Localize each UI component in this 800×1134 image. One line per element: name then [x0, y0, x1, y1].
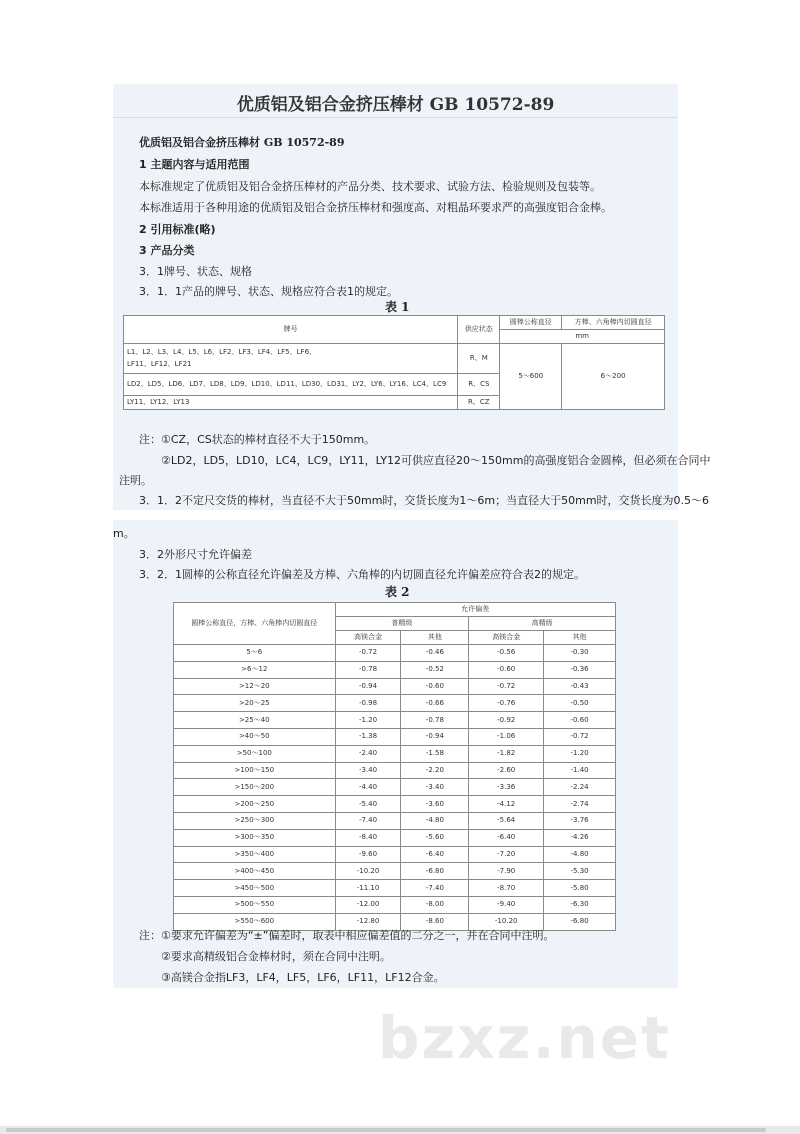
- table2-cell-value: -1.82: [469, 745, 544, 762]
- table1-header-state: 供应状态: [458, 316, 500, 344]
- table2-cell-dimension: >150～200: [174, 779, 336, 796]
- table2-cell-value: -8.00: [401, 896, 469, 913]
- table2-cell-dimension: >450～500: [174, 880, 336, 897]
- table1-header-round: 圆棒公称直径: [500, 316, 562, 330]
- table2-cell-dimension: 5～6: [174, 645, 336, 662]
- table2-cell-value: -5.40: [335, 796, 401, 813]
- table-row: [174, 880, 616, 897]
- horizontal-scrollbar[interactable]: [0, 1126, 800, 1134]
- table2-cell-value: -3.36: [469, 779, 544, 796]
- table2-cell-value: -9.60: [335, 846, 401, 863]
- table2-cell-value: -11.10: [335, 880, 401, 897]
- table2-cell-dimension: >200～250: [174, 796, 336, 813]
- table2-cell-value: -0.52: [401, 661, 469, 678]
- paragraph-scope-2: 本标准适用于各种用途的优质铝及铝合金挤压棒材和强度高、对粗晶环要求严的高强度铝合金棒。: [139, 201, 612, 214]
- table2-cell-value: -4.80: [401, 812, 469, 829]
- table2-cell-value: -6.30: [544, 896, 616, 913]
- table2-cell-value: -0.36: [544, 661, 616, 678]
- table2-header-other-normal: 其他: [401, 631, 469, 645]
- table-row: [174, 779, 616, 796]
- document-section-2: [113, 520, 678, 988]
- table2-cell-value: -4.12: [469, 796, 544, 813]
- subsection-3-1: 3．1牌号、状态、规格: [139, 265, 252, 278]
- table2-header-mg-high: 高镁合金: [469, 631, 544, 645]
- table-row: [174, 829, 616, 846]
- table2-cell-dimension: >350～400: [174, 846, 336, 863]
- table2-cell-value: -8.40: [335, 829, 401, 846]
- table2-cell-value: -2.40: [335, 745, 401, 762]
- table1-header-unit: mm: [500, 330, 665, 344]
- table2-cell-value: -1.58: [401, 745, 469, 762]
- table2-cell-value: -1.20: [544, 745, 616, 762]
- table-row: [174, 712, 616, 729]
- table2-header-other-high: 其他: [544, 631, 616, 645]
- scrollbar-thumb[interactable]: [6, 1128, 766, 1132]
- table2-cell-value: -8.70: [469, 880, 544, 897]
- table2-cell-value: -3.60: [401, 796, 469, 813]
- table2-cell-value: -5.60: [401, 829, 469, 846]
- table2-cell-value: -3.40: [401, 779, 469, 796]
- paragraph-scope-1: 本标准规定了优质铝及铝合金挤压棒材的产品分类、技术要求、试验方法、检验规则及包装等。: [139, 180, 601, 193]
- table1-note-2-cont: 注明。: [119, 474, 152, 487]
- table2-cell-value: -7.40: [335, 812, 401, 829]
- table2-cell-value: -0.30: [544, 645, 616, 662]
- table2-cell-value: -5.80: [544, 880, 616, 897]
- table2-cell-value: -0.76: [469, 695, 544, 712]
- table1: [123, 315, 665, 410]
- table-row: [174, 896, 616, 913]
- table2-cell-dimension: >6～12: [174, 661, 336, 678]
- table2-cell-value: -0.72: [469, 678, 544, 695]
- subsection-3-2: 3．2外形尺寸允许偏差: [139, 548, 252, 561]
- table2-cell-value: -2.24: [544, 779, 616, 796]
- table2-cell-dimension: >400～450: [174, 863, 336, 880]
- table2-cell-value: -0.72: [335, 645, 401, 662]
- table2-cell-value: -0.72: [544, 728, 616, 745]
- table2-header-high: 高精级: [469, 617, 616, 631]
- table-row: [174, 846, 616, 863]
- table2-cell-value: -0.46: [401, 645, 469, 662]
- table2-cell-value: -2.74: [544, 796, 616, 813]
- table2-cell-value: -0.56: [469, 645, 544, 662]
- table2-cell-value: -12.00: [335, 896, 401, 913]
- table2-cell-dimension: >12～20: [174, 678, 336, 695]
- table2-cell-value: -1.40: [544, 762, 616, 779]
- table2-cell-value: -0.66: [401, 695, 469, 712]
- table2-cell-dimension: >40～50: [174, 728, 336, 745]
- table2-cell-dimension: >300～350: [174, 829, 336, 846]
- table1-header-grade: 牌号: [124, 316, 458, 344]
- table2-cell-dimension: >50～100: [174, 745, 336, 762]
- section-heading-2: 2 引用标准(略): [139, 223, 216, 236]
- paragraph-continuation: m。: [113, 527, 135, 540]
- subsection-3-1-1: 3．1．1产品的牌号、状态、规格应符合表1的规定。: [139, 285, 398, 298]
- table2-cell-value: -4.80: [544, 846, 616, 863]
- table2-cell-value: -9.40: [469, 896, 544, 913]
- table2-cell-value: -0.92: [469, 712, 544, 729]
- table2-cell-value: -2.20: [401, 762, 469, 779]
- table-row: [174, 812, 616, 829]
- table1-note-1: 注：①CZ，CS状态的棒材直径不大于150mm。: [139, 433, 376, 446]
- table2-cell-value: -0.60: [469, 661, 544, 678]
- table2-cell-value: -6.80: [544, 913, 616, 930]
- table1-caption: 表 1: [385, 300, 410, 314]
- table-row: [174, 762, 616, 779]
- table2-cell-value: -0.98: [335, 695, 401, 712]
- table2-header-tolerance: 允许偏差: [335, 603, 615, 617]
- table2-cell-value: -0.94: [401, 728, 469, 745]
- table2-cell-value: -0.50: [544, 695, 616, 712]
- standard-subtitle: 优质铝及铝合金挤压棒材 GB 10572-89: [139, 136, 345, 149]
- table-row: [174, 796, 616, 813]
- table2-cell-value: -4.40: [335, 779, 401, 796]
- table-row: [174, 863, 616, 880]
- table2-cell-value: -1.38: [335, 728, 401, 745]
- table2-header-mg-normal: 高镁合金: [335, 631, 401, 645]
- table2-cell-value: -12.80: [335, 913, 401, 930]
- table2-cell-value: -0.78: [401, 712, 469, 729]
- table2-cell-value: -0.78: [335, 661, 401, 678]
- table-row: [174, 728, 616, 745]
- document-section-1: [113, 84, 711, 510]
- table1-hex-range: 6～200: [562, 344, 665, 410]
- table2-cell-value: -7.40: [401, 880, 469, 897]
- table2-cell-value: -1.20: [335, 712, 401, 729]
- table2-header-dimension: 圆棒公称直径，方棒、六角棒内切圆直径: [174, 603, 336, 645]
- table2: [173, 602, 616, 931]
- table1-row2-state: R、CS: [458, 374, 500, 396]
- table-row: [174, 745, 616, 762]
- table2-cell-value: -6.80: [401, 863, 469, 880]
- table1-row1-state: R、M: [458, 344, 500, 374]
- watermark-logo: bzxz.net: [378, 1004, 671, 1072]
- table1-row-grades-2: LD2、LD5、LD6、LD7、LD8、LD9、LD10、LD11、LD30、LD31、LY2、LY6、LY16、LC4、LC9: [124, 374, 458, 396]
- table2-caption: 表 2: [385, 585, 410, 599]
- table1-row1-line2: LF11、LF12、LF21: [127, 360, 192, 368]
- table2-cell-value: -3.40: [335, 762, 401, 779]
- table2-body: [174, 645, 616, 931]
- table2-cell-value: -3.76: [544, 812, 616, 829]
- title-divider: [113, 117, 678, 118]
- table1-row1-line1: L1、L2、L3、L4、L5、L6、LF2、LF3、LF4、LF5、LF6、: [127, 348, 317, 356]
- table2-cell-value: -0.94: [335, 678, 401, 695]
- table2-note-2: ②要求高精级铝合金棒材时，须在合同中注明。: [161, 950, 391, 963]
- table2-cell-value: -10.20: [469, 913, 544, 930]
- table2-cell-value: -0.60: [544, 712, 616, 729]
- section-heading-3: 3 产品分类: [139, 244, 195, 257]
- table2-cell-value: -0.43: [544, 678, 616, 695]
- table1-row-grades-3: LY11、LY12、LY13: [124, 396, 458, 410]
- table-row: [174, 678, 616, 695]
- table-row: [174, 645, 616, 662]
- table-row: [174, 661, 616, 678]
- table2-cell-value: -7.90: [469, 863, 544, 880]
- table2-cell-dimension: >550～600: [174, 913, 336, 930]
- table2-note-1: 注：①要求允许偏差为“±”偏差时，取表中相应偏差值的二分之一，并在合同中注明。: [139, 929, 555, 942]
- table2-cell-value: -2.60: [469, 762, 544, 779]
- table2-cell-dimension: >25～40: [174, 712, 336, 729]
- table2-cell-value: -8.60: [401, 913, 469, 930]
- table2-header-normal: 普精级: [335, 617, 469, 631]
- table2-cell-value: -6.40: [469, 829, 544, 846]
- page-title: 优质铝及铝合金挤压棒材 GB 10572-89: [236, 95, 555, 115]
- table1-round-range: 5～600: [500, 344, 562, 410]
- table2-cell-value: -4.26: [544, 829, 616, 846]
- table1-row-grades-1: [124, 344, 458, 374]
- table2-cell-value: -7.20: [469, 846, 544, 863]
- table2-cell-value: -1.06: [469, 728, 544, 745]
- table-row: [174, 695, 616, 712]
- table2-cell-dimension: >250～300: [174, 812, 336, 829]
- paragraph-3-1-2: 3．1．2不定尺交货的棒材，当直径不大于50mm时，交货长度为1～6m；当直径大于50mm时，交货长度为0.5～6: [139, 494, 710, 507]
- table2-cell-value: -5.30: [544, 863, 616, 880]
- table1-row3-state: R、CZ: [458, 396, 500, 410]
- table2-cell-dimension: >20～25: [174, 695, 336, 712]
- table2-cell-dimension: >500～550: [174, 896, 336, 913]
- table2-cell-dimension: >100～150: [174, 762, 336, 779]
- table1-header-hex: 方棒、六角棒内切圆直径: [562, 316, 665, 330]
- table2-cell-value: -6.40: [401, 846, 469, 863]
- section-heading-1: 1 主题内容与适用范围: [139, 158, 250, 171]
- table2-cell-value: -0.60: [401, 678, 469, 695]
- table2-cell-value: -5.64: [469, 812, 544, 829]
- table1-note-2: ②LD2，LD5，LD10，LC4，LC9，LY11，LY12可供应直径20～150mm的高强度铝合金圆棒，但必须在合同中: [161, 454, 711, 467]
- table2-cell-value: -10.20: [335, 863, 401, 880]
- subsection-3-2-1: 3．2．1圆棒的公称直径允许偏差及方棒、六角棒的内切圆直径允许偏差应符合表2的规定。: [139, 568, 585, 581]
- table2-note-3: ③高镁合金指LF3，LF4，LF5，LF6，LF11，LF12合金。: [161, 971, 445, 984]
